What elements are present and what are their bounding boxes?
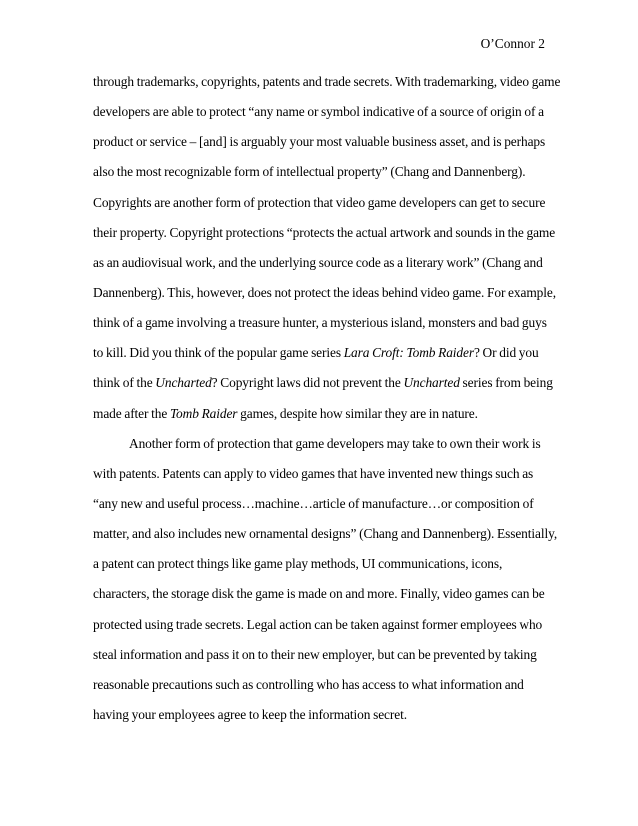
text-line: think of a game involving a treasure hunter, a mysterious island, monsters and bad guys — [93, 315, 547, 331]
text-line: also the most recognizable form of intellectual property” (Chang and Dannenberg). — [93, 164, 526, 180]
text-line: Another form of protection that game developers may take to own their work is — [129, 435, 541, 451]
text-line: as an audiovisual work, and the underlying source code as a literary work” (Chang and — [93, 254, 543, 270]
text-line: a patent can protect things like game play methods, UI communications, icons, — [93, 556, 503, 572]
text-line: through trademarks, copyrights, patents and trade secrets. With trademarking, video game — [93, 74, 561, 89]
text-line: “any new and useful process…machine…article of manufacture…or composition of — [93, 495, 534, 511]
text-line: Dannenberg). This, however, does not protect the ideas behind video game. For example, — [93, 284, 556, 300]
text-line: matter, and also includes new ornamental designs” (Chang and Dannenberg). Essentially, — [93, 526, 558, 542]
text-line: their property. Copyright protections “protects the actual artwork and sounds in the game — [93, 224, 556, 240]
text-line: steal information and pass it on to their new employer, but can be prevented by taking — [93, 646, 537, 662]
running-head: O’Connor 2 — [480, 36, 545, 51]
text-line: to kill. Did you think of the popular game series Lara Croft: Tomb Raider? Or did you — [93, 345, 539, 361]
text-line: developers are able to protect “any name or symbol indicative of a source of origin of a — [93, 104, 544, 120]
text-line: protected using trade secrets. Legal action can be taken against former employees who — [93, 616, 543, 632]
body-text — [93, 74, 561, 737]
text-line: think of the Uncharted? Copyright laws did not prevent the Uncharted series from being — [93, 375, 553, 391]
paragraph-1 — [93, 74, 561, 436]
game-title: Uncharted — [403, 375, 460, 391]
text-line: with patents. Patents can apply to video games that have invented new things such as — [93, 465, 534, 481]
text-line: having your employees agree to keep the information secret. — [93, 706, 407, 722]
paragraph-2 — [93, 435, 558, 737]
text-line: reasonable precautions such as controlling who has access to what information and — [93, 676, 524, 692]
text-line: Copyrights are another form of protection that video game developers can get to secure — [93, 194, 546, 210]
game-title: Tomb Raider — [169, 405, 238, 421]
game-title: Uncharted — [155, 375, 212, 391]
text-line: made after the Tomb Raider games, despite how similar they are in nature. — [93, 405, 478, 421]
text-line: characters, the storage disk the game is made on and more. Finally, video games can be — [93, 586, 545, 602]
game-title: Lara Croft: Tomb Raider — [343, 345, 474, 361]
text-line: product or service – [and] is arguably your most valuable business asset, and is perhaps — [93, 134, 546, 150]
